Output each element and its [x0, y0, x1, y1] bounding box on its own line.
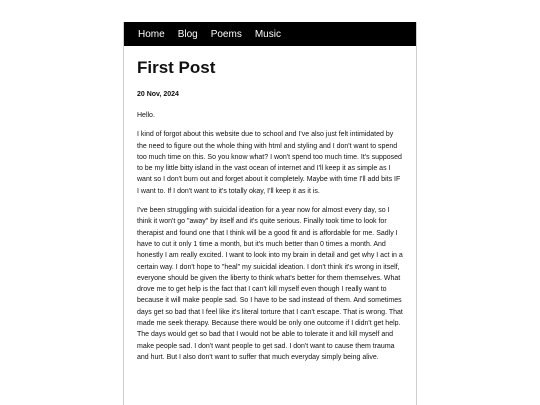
post-paragraph: I kind of forgot about this website due to school and I've also just felt intimidated by the need to figure out the whole thing with html and styling and I don't want to spend too much time on this. So you know what? I won't spend too much time. It's supposed to be my little bitty island in the vast ocean of internet and I'll keep it as simple as I want so I don't burn out and forget about it completely. Maybe with time I'll add bits IF I want to. If I don't want to it's totally okay, I'll keep it as it is.: [137, 131, 402, 195]
post-paragraph: I've been struggling with suicidal ideation for a year now for almost every day, so I think it won't go "away" by itself and it's quite serious. Finally took time to look for therapist and found one that I think will be a good fit and is affordable for me. Sadly I have to cut it only 1 time a month, but it's much better than 0 times a month. And honestly I am really excited. I want to look into my brain in detail and get why I act in a certain way. I don't hope to "heal" my suicidal ideation. I don't think it's wrong in itself, everyone should be given the liberty to think what's better for them themselves. What drove me to get help is the fact that I can't kill myself even though I really want to because it will make people sad. So I have to be sad instead of them. And sometimes days get so bad that I feel like it's literal torture that I can't escape. That is wrong. That made me seek therapy. Because there would be only one outcome if I didn't get help. The days would get so bad that I would not be able to tolerate it and kill myself and make people sad. I don't want people to get sad. I don't want to cause them trauma and hurt. But I also don't want to suffer that much everyday simply being alive.: [137, 207, 403, 361]
nav-link-poems[interactable]: Poems: [210, 28, 242, 40]
post-paragraph: Hello.: [137, 112, 155, 119]
page-container: [123, 22, 417, 405]
nav-link-home[interactable]: Home: [138, 28, 165, 40]
top-navbar: [124, 22, 416, 46]
post-content: [124, 58, 416, 363]
post-date: 20 Nov, 2024: [137, 91, 179, 98]
post-title: First Post: [137, 58, 216, 77]
nav-link-blog[interactable]: Blog: [177, 28, 198, 40]
nav-link-music[interactable]: Music: [254, 28, 281, 40]
